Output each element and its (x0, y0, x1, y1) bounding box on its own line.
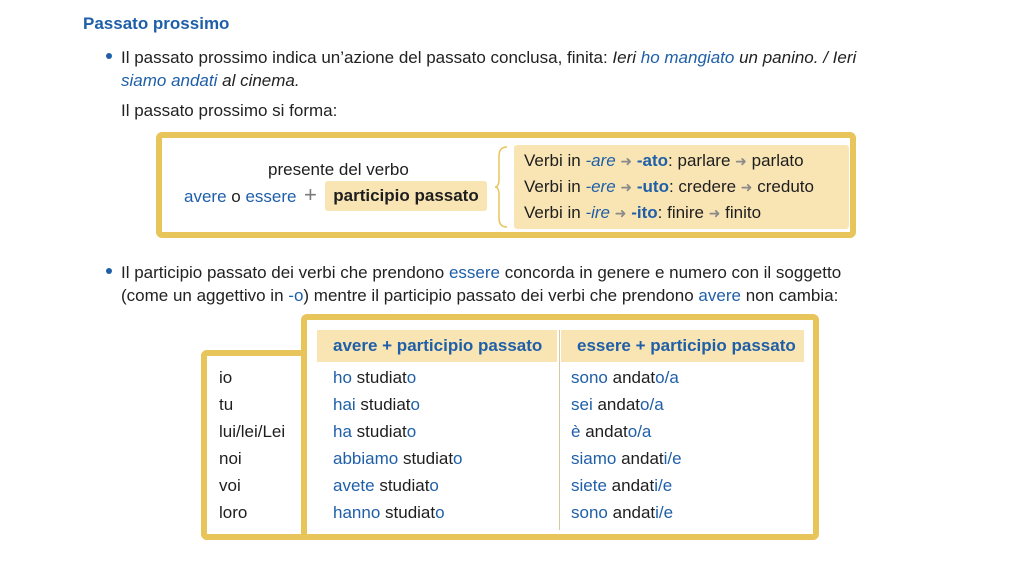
participio-box: participio passato (325, 181, 487, 211)
rules-box (514, 145, 849, 229)
bullet-icon (106, 53, 112, 59)
bullet-icon (106, 268, 112, 274)
avere-cell: avete studiato (333, 476, 439, 495)
formation-box (156, 132, 856, 238)
rule-are: Verbi in -are ➜ -ato: parlare ➜ parlato (524, 151, 804, 170)
brace-icon (494, 146, 508, 228)
essere-cell: sono andato/a (571, 368, 679, 387)
essere-cell: siamo andati/e (571, 449, 682, 468)
pronoun-cell: io (219, 368, 233, 387)
rule-ere: Verbi in -ere ➜ -uto: credere ➜ creduto (524, 177, 814, 196)
avere-cell: ho studiato (333, 368, 417, 387)
page-title: Passato prossimo (83, 14, 230, 33)
essere-cell: sei andato/a (571, 395, 664, 414)
pronoun-column (201, 350, 307, 540)
arrow-icon: ➜ (735, 153, 747, 169)
bullet-2-line-2: (come un aggettivo in -o) mentre il participio passato dei verbi che prendono avere non cambia: (121, 286, 839, 305)
rule-ire: Verbi in -ire ➜ -ito: finire ➜ finito (524, 203, 762, 222)
arrow-icon: ➜ (620, 153, 633, 169)
bullet-1-line-1: Il passato prossimo indica un’azione del passato conclusa, finita: Ieri ho mangiato un panino. / Ieri (121, 48, 857, 67)
pronoun-cell: tu (219, 395, 234, 414)
bullet-2-line-1: Il participio passato dei verbi che prendono essere concorda in genere e numero con il soggetto (121, 263, 842, 282)
essere-cell: è andato/a (571, 422, 652, 441)
bullet-1-line-2: siamo andati al cinema. (121, 71, 300, 90)
essere-cell: siete andati/e (571, 476, 673, 495)
pronoun-cell: loro (219, 503, 248, 522)
presente-label: presente del verbo (268, 160, 409, 179)
auxiliaries: avere o essere (184, 187, 297, 206)
essere-cell: sono andati/e (571, 503, 674, 522)
avere-cell: hai studiato (333, 395, 420, 414)
avere-cell: ha studiato (333, 422, 417, 441)
pronoun-cell: voi (219, 476, 241, 495)
column-divider (559, 330, 560, 530)
avere-cell: abbiamo studiato (333, 449, 463, 468)
arrow-icon: ➜ (620, 179, 633, 195)
pronoun-cell: noi (219, 449, 242, 468)
conjugation-table (201, 314, 819, 540)
pronoun-cell: lui/lei/Lei (219, 422, 286, 441)
header-avere: avere + participio passato (317, 330, 557, 362)
arrow-icon: ➜ (708, 205, 721, 221)
plus-icon: + (304, 182, 317, 207)
arrow-icon: ➜ (740, 179, 753, 195)
arrow-icon: ➜ (614, 205, 627, 221)
forma-label: Il passato prossimo si forma: (121, 101, 338, 120)
avere-cell: hanno studiato (333, 503, 445, 522)
header-essere: essere + participio passato (561, 330, 804, 362)
